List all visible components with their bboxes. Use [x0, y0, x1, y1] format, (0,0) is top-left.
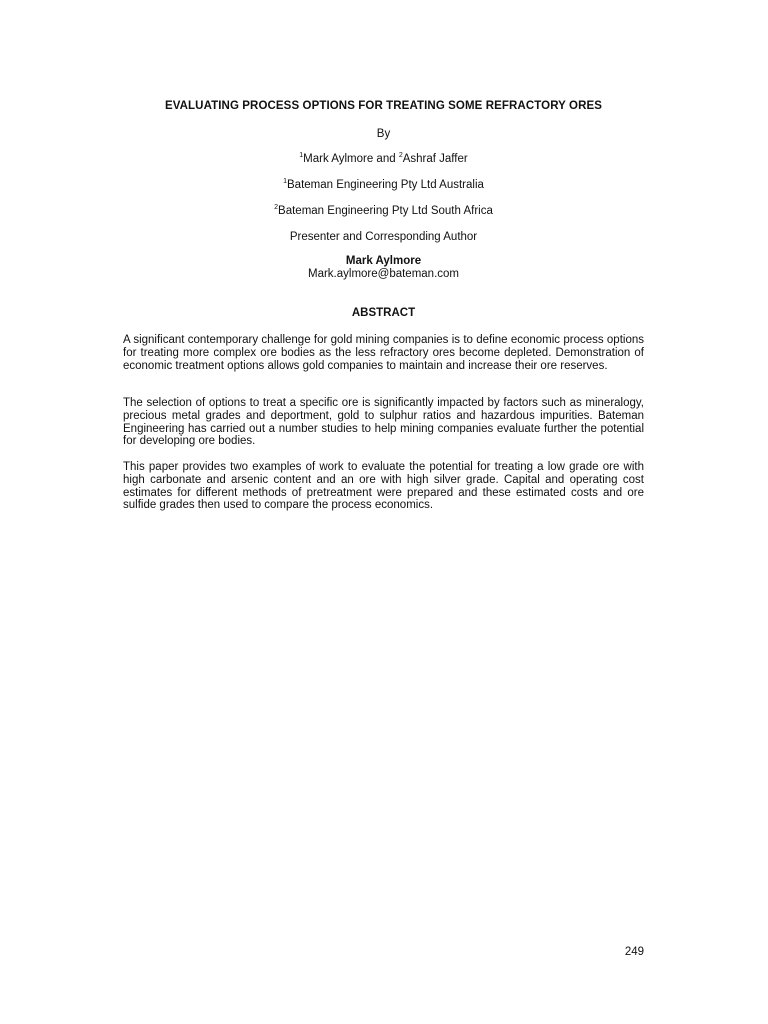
affiliation-1-superscript: 1 — [283, 178, 287, 186]
affiliation-2 — [123, 204, 644, 218]
abstract-paragraph-1: A significant contemporary challenge for gold mining companies is to define economic process options for treating more complex ore bodies as the less refractory ores become depleted. Demonstration of economic treatment options allows gold companies to maintain and increase their ore reserves. — [123, 334, 644, 372]
author-list — [123, 152, 644, 166]
author1-superscript: 1 — [299, 152, 304, 160]
page-number: 249 — [624, 946, 644, 958]
affiliation-1 — [123, 178, 644, 192]
abstract-heading: ABSTRACT — [351, 307, 416, 319]
author2-name: Ashraf Jaffer — [402, 153, 468, 165]
by-line: By — [376, 128, 391, 140]
author1-name: Mark Aylmore and — [303, 153, 399, 165]
abstract-paragraph-3: This paper provides two examples of work to evaluate the potential for treating a low grade ore with high carbonate and arsenic content and an ore with high silver grade. Capital and operating cost estimates for different methods of pretreatment were prepared and these estimated costs and ore sulfide grades then used to compare the process economics. — [123, 461, 644, 512]
presenter-label: Presenter and Corresponding Author — [289, 231, 478, 243]
affiliation-2-superscript: 2 — [274, 204, 279, 212]
abstract-paragraph-2: The selection of options to treat a specific ore is significantly impacted by factors such as mineralogy, precious metal grades and deportment, gold to sulphur ratios and hazardous impurities. Bateman Engineering has carried out a number studies to help mining companies evaluate further the potential for developing ore bodies. — [123, 397, 644, 448]
paper-title: EVALUATING PROCESS OPTIONS FOR TREATING SOME REFRACTORY ORES — [164, 100, 603, 112]
author2-superscript: 2 — [398, 152, 403, 160]
presenter-name: Mark Aylmore — [345, 255, 422, 267]
affiliation-2-text: Bateman Engineering Pty Ltd South Africa — [278, 205, 493, 217]
affiliation-1-text: Bateman Engineering Pty Ltd Australia — [287, 179, 484, 191]
presenter-email: Mark.aylmore@bateman.com — [308, 268, 459, 280]
